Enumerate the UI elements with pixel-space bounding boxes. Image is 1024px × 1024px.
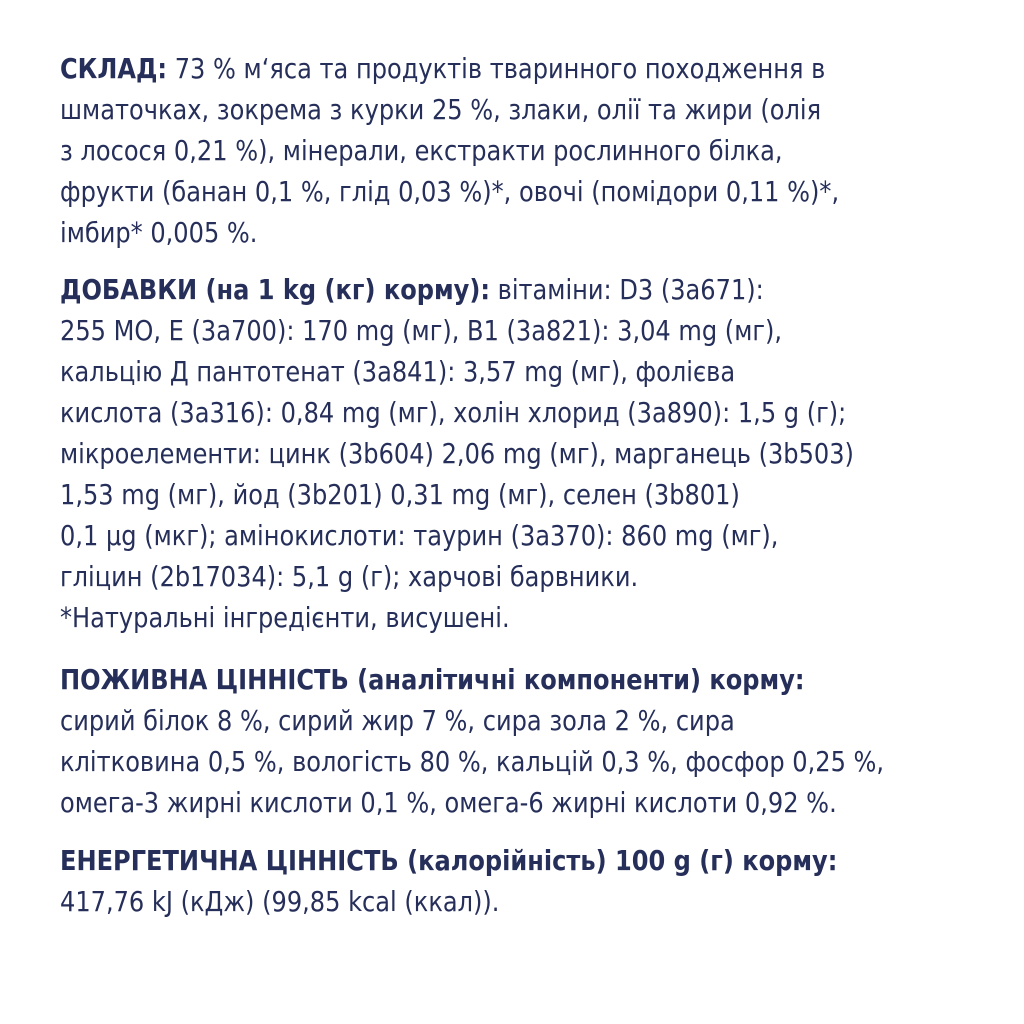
additives-line: кальцію Д пантотенат (3a841): 3,57 mg (мг), фолієва [60,355,736,388]
nutrition-line: омега-3 жирні кислоти 0,1 %, омега-6 жирні кислоти 0,92 %. [60,786,837,819]
nutrition-section [60,659,1000,823]
additives-heading: ДОБАВКИ (на 1 kg (кг) корму): [60,273,490,306]
additives-line [60,269,868,310]
composition-text: 73 % м‘яса та продуктів тваринного походження в [167,52,826,85]
additives-line: гліцин (2b17034): 5,1 g (г); харчові барвники. [60,560,639,593]
energy-line: 417,76 kJ (кДж) (99,85 kcal (ккал)). [60,885,500,918]
composition-heading: СКЛАД: [60,52,168,85]
product-label-text [60,48,1000,922]
composition-line [60,48,868,89]
nutrition-line: клітковина 0,5 %, вологість 80 %, кальцій 0,3 %, фосфор 0,25 %, [60,745,885,778]
composition-line: з лосося 0,21 %), мінерали, екстракти рослинного білка, [60,134,783,167]
composition-section [60,48,1000,253]
energy-heading: ЕНЕРГЕТИЧНА ЦІННІСТЬ (калорійність) 100 g (г) корму: [60,844,838,877]
composition-line: імбир* 0,005 %. [60,216,258,249]
composition-line: шматочках, зокрема з курки 25 %, злаки, олії та жири (олія [60,93,822,126]
energy-section [60,840,1000,922]
additives-line: 1,53 mg (мг), йод (3b201) 0,31 mg (мг), селен (3b801) [60,478,740,511]
additives-line: 255 МО, E (3a700): 170 mg (мг), B1 (3a821): 3,04 mg (мг), [60,314,783,347]
additives-line: 0,1 µg (мкг); амінокислоти: таурин (3a370): 860 mg (мг), [60,519,779,552]
nutrition-line: сирий білок 8 %, сирий жир 7 %, сира зола 2 %, сира [60,704,735,737]
additives-line: мікроелементи: цинк (3b604) 2,06 mg (мг), марганець (3b503) [60,437,854,470]
footnote-natural-ingredients: *Натуральні інгредієнти, висушені. [60,601,510,634]
composition-line: фрукти (банан 0,1 %, глід 0,03 %)*, овочі (помідори 0,11 %)*, [60,175,840,208]
additives-line: кислота (3a316): 0,84 mg (мг), холін хлорид (3a890): 1,5 g (г); [60,396,847,429]
additives-section [60,269,1000,638]
nutrition-heading: ПОЖИВНА ЦІННІСТЬ (аналітичні компоненти) корму: [60,663,805,696]
additives-text: вітаміни: D3 (3a671): [489,273,764,306]
